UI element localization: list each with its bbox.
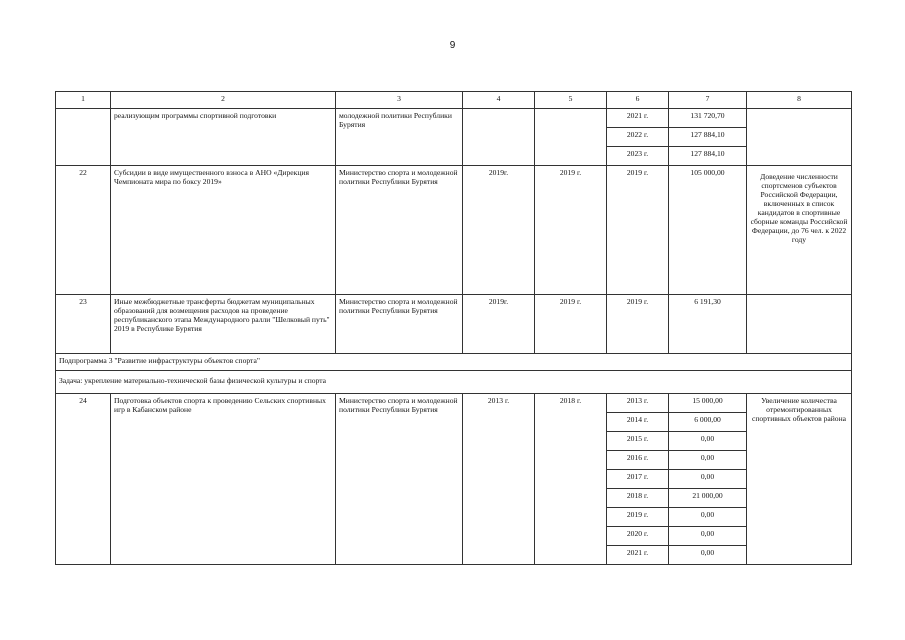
end-year-cell: 2018 г. [535,394,607,565]
finance-year-cell: 2019 г. [607,508,669,527]
page-number: 9 [449,40,456,51]
executor-cell: Министерство спорта и молодежной политики Республики Бурятия [336,295,463,354]
row-number-cell: 23 [56,295,111,354]
finance-amount-cell: 127 884,10 [669,147,747,166]
column-number: 7 [669,92,747,109]
finance-amount-cell: 0,00 [669,470,747,489]
table-row [56,166,852,295]
result-cell [747,295,852,354]
finance-amount-cell: 0,00 [669,546,747,565]
executor-cell: молодежной политики Республики Бурятия [336,109,463,166]
finance-amount-cell: 0,00 [669,527,747,546]
finance-amount-cell: 6 000,00 [669,413,747,432]
finance-year-cell: 2021 г. [607,546,669,565]
finance-year-cell: 2022 г. [607,128,669,147]
row-number-cell: 24 [56,394,111,565]
executor-cell: Министерство спорта и молодежной политики Республики Бурятия [336,394,463,565]
table-row [56,295,852,354]
finance-year-cell: 2019 г. [607,166,669,295]
executor-cell: Министерство спорта и молодежной политики Республики Бурятия [336,166,463,295]
task-title: Задача: укрепление материально-технической базы физической культуры и спорта [56,371,852,394]
table-row [56,109,852,128]
task-row [56,371,852,394]
start-year-cell: 2013 г. [463,394,535,565]
program-table [55,91,852,565]
measure-name-cell: Подготовка объектов спорта к проведению Сельских спортивных игр в Кабанском районе [111,394,336,565]
finance-amount-cell: 131 720,70 [669,109,747,128]
finance-year-cell: 2015 г. [607,432,669,451]
start-year-cell: 2019г. [463,166,535,295]
end-year-cell [535,109,607,166]
column-number: 5 [535,92,607,109]
start-year-cell: 2019г. [463,295,535,354]
finance-year-cell: 2018 г. [607,489,669,508]
finance-year-cell: 2016 г. [607,451,669,470]
finance-amount-cell: 105 000,00 [669,166,747,295]
subprogram-row [56,354,852,371]
column-number: 1 [56,92,111,109]
measure-name-cell: реализующим программы спортивной подготовки [111,109,336,166]
finance-year-cell: 2019 г. [607,295,669,354]
finance-amount-cell: 127 884,10 [669,128,747,147]
column-number: 3 [336,92,463,109]
measure-name-cell: Иные межбюджетные трансферты бюджетам муниципальных образований для возмещения расходов на проведение республиканского этапа Международного ралли "Шелковый путь" 2019 в Республике Бурятия [111,295,336,354]
finance-amount-cell: 0,00 [669,508,747,527]
finance-amount-cell: 6 191,30 [669,295,747,354]
finance-amount-cell: 15 000,00 [669,394,747,413]
finance-amount-cell: 0,00 [669,432,747,451]
column-number: 2 [111,92,336,109]
row-number-cell [56,109,111,166]
column-number: 8 [747,92,852,109]
finance-year-cell: 2013 г. [607,394,669,413]
finance-year-cell: 2023 г. [607,147,669,166]
finance-year-cell: 2020 г. [607,527,669,546]
result-cell [747,109,852,166]
row-number-cell: 22 [56,166,111,295]
finance-year-cell: 2017 г. [607,470,669,489]
finance-amount-cell: 0,00 [669,451,747,470]
start-year-cell [463,109,535,166]
finance-year-cell: 2014 г. [607,413,669,432]
subprogram-title: Подпрограмма 3 "Развитие инфраструктуры объектов спорта" [56,354,852,371]
measure-name-cell: Субсидии в виде имущественного взноса в АНО «Дирекция Чемпионата мира по боксу 2019» [111,166,336,295]
column-number: 4 [463,92,535,109]
finance-amount-cell: 21 000,00 [669,489,747,508]
result-cell: Увеличение количества отремонтированных спортивных объектов района [747,394,852,565]
table-row [56,394,852,413]
column-number: 6 [607,92,669,109]
column-number-row [56,92,852,109]
end-year-cell: 2019 г. [535,166,607,295]
end-year-cell: 2019 г. [535,295,607,354]
finance-year-cell: 2021 г. [607,109,669,128]
result-cell: Доведение численности спортсменов субъектов Российской Федерации, включенных в список кандидатов в спортивные сборные команды Российской Федерации, до 76 чел. к 2022 году [747,166,852,295]
